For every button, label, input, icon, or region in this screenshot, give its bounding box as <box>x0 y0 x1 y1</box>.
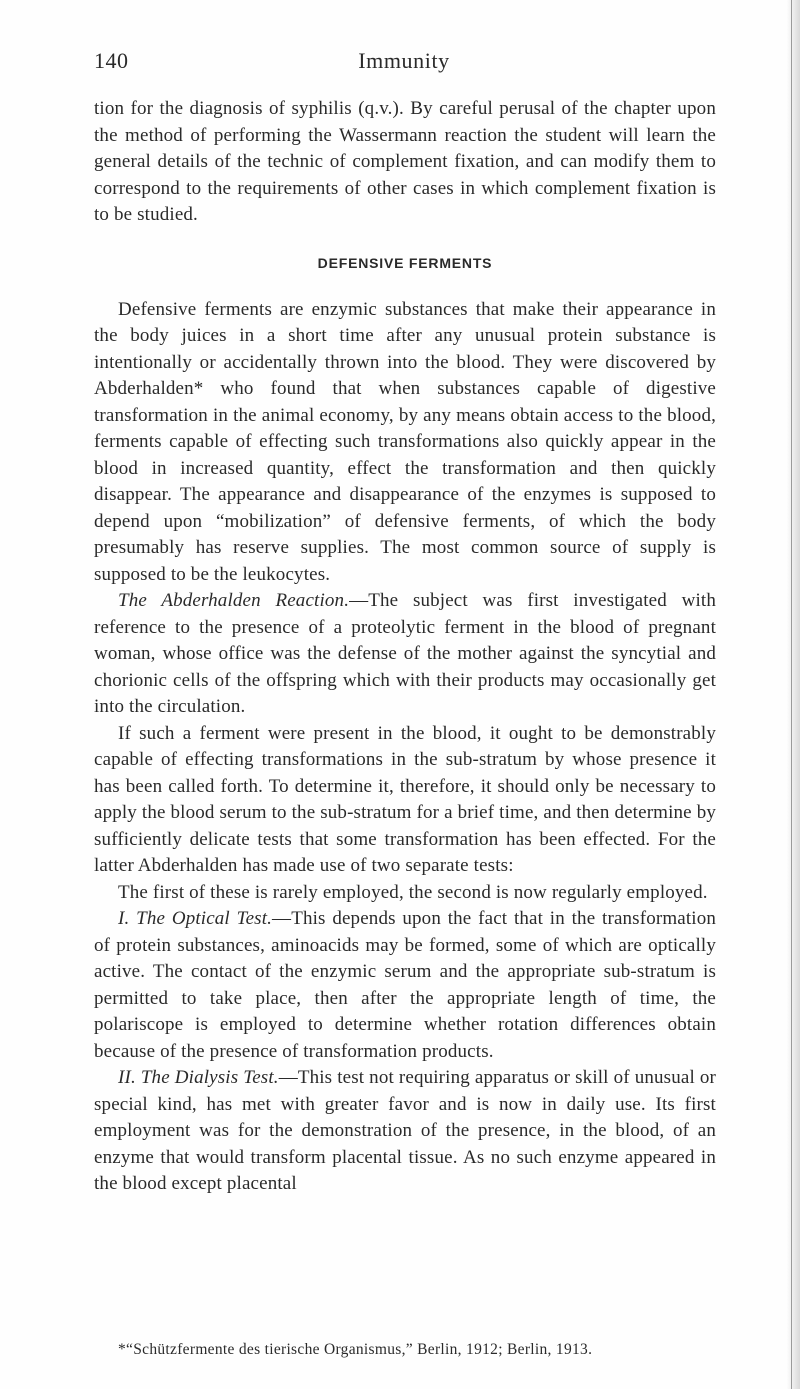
paragraph-dialysis-test <box>94 1065 716 1198</box>
dialysis-test-text: —This test not requiring apparatus or skill of unusual or special kind, has met with greater favor and is now in daily use. Its first employment was for the demonstration of the presence, in the blood, of an enzyme that would transform placental tissue. As no such enzyme appeared in the blood except placental <box>94 1067 716 1194</box>
optical-test-text: —This depends upon the fact that in the transformation of protein substances, aminoacids may be formed, some of which are optically active. The contact of the enzymic serum and the appropriate sub-stratum is permitted to take place, then after the appropriate length of time, the polariscope is employed to determine whether rotation differences obtain because of the presence of transformation products. <box>94 908 716 1062</box>
opening-paragraph: tion for the diagnosis of syphilis (q.v.). By careful perusal of the chapter upon the method of performing the Wassermann reaction the student will learn the general details of the technic of complement fixation, and can modify them to correspond to the requirements of other cases in which complement fixation is to be studied. <box>94 98 716 225</box>
footnote: *“Schützfermente des tierische Organismus,” Berlin, 1912; Berlin, 1913. <box>118 1341 593 1358</box>
page-edge-shadow <box>786 0 800 1389</box>
paragraph-abderhalden-reaction <box>94 588 716 721</box>
optical-test-title: I. The Optical Test. <box>118 908 273 929</box>
paragraph-ferment: If such a ferment were present in the blood, it ought to be demonstrably capable of effecting transformations in the sub-stratum by whose presence it has been called forth. To determine it, therefore, it should only be necessary to apply the blood serum to the sub-stratum for a brief time, and then determine by sufficiently delicate tests that some transformation has been effected. For the latter Abderhalden has made use of two separate tests: <box>94 722 716 876</box>
abderhalden-reaction-text: —The subject was first investigated with reference to the presence of a proteolytic ferment in the blood of pregnant woman, whose office was the defense of the mother against the syncytial and chorionic cells of the offspring which with their products may occasionally get into the circulation. <box>94 590 716 717</box>
running-head <box>94 48 714 82</box>
abderhalden-reaction-title: The Abderhalden Reaction. <box>118 590 350 611</box>
page-edge-line <box>791 0 792 1389</box>
paragraph-intro: Defensive ferments are enzymic substances that make their appearance in the body juices in a short time after any unusual protein substance is intentionally or accidentally thrown into the blood. They were discovered by Abderhalden* who found that when substances capable of digestive transformation in the animal economy, by any means obtain access to the blood, ferments capable of effecting such transformations also quickly appear in the blood in increased quantity, effect the transformation and then quickly disappear. The appearance and disappearance of the enzymes is supposed to depend upon “mobilization” of defensive ferments, of which the body presumably has reserve supplies. The most common source of supply is supposed to be the leukocytes. <box>94 298 716 585</box>
running-title: Immunity <box>358 48 450 73</box>
paragraph-optical-test <box>94 906 716 1065</box>
section-heading: DEFENSIVE FERMENTS <box>317 254 493 271</box>
body-text <box>94 96 716 1198</box>
paragraph-tests: The first of these is rarely employed, the second is now regularly employed. <box>118 881 708 903</box>
page-number: 140 <box>94 48 129 73</box>
dialysis-test-title: II. The Dialysis Test. <box>118 1067 279 1088</box>
